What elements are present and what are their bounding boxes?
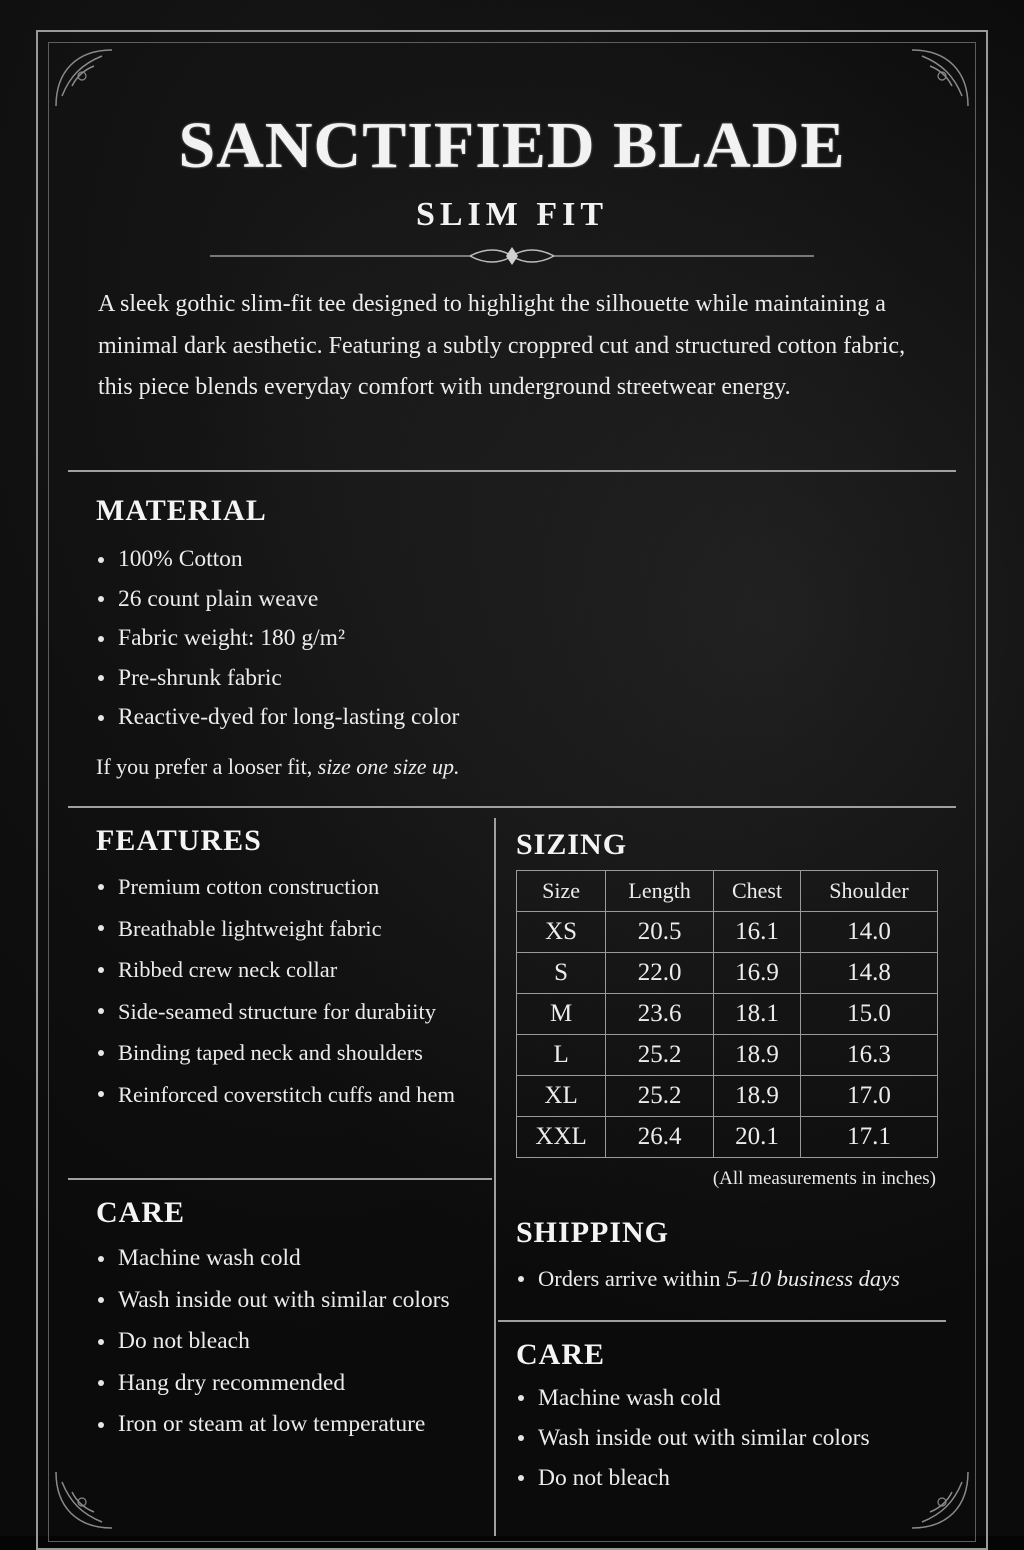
list-item: Machine wash cold bbox=[516, 1378, 870, 1418]
list-item: Do not bleach bbox=[96, 1321, 450, 1363]
table-cell: 18.9 bbox=[713, 1035, 800, 1076]
table-cell: 25.2 bbox=[606, 1076, 714, 1117]
column-header: Shoulder bbox=[801, 871, 938, 912]
table-cell: 17.1 bbox=[801, 1117, 938, 1158]
list-item: Side-seamed structure for durabiity bbox=[96, 991, 455, 1033]
table-cell: 18.9 bbox=[713, 1076, 800, 1117]
table-cell: XS bbox=[517, 912, 606, 953]
table-cell: 20.1 bbox=[713, 1117, 800, 1158]
column-header: Chest bbox=[713, 871, 800, 912]
list-item: Wash inside out with similar colors bbox=[516, 1418, 870, 1458]
list-item: Ribbed crew neck collar bbox=[96, 949, 455, 991]
table-row bbox=[517, 912, 938, 953]
list-item: Iron or steam at low temperature bbox=[96, 1404, 450, 1446]
table-cell: 15.0 bbox=[801, 994, 938, 1035]
table-cell: XXL bbox=[517, 1117, 606, 1158]
care-heading-secondary: CARE bbox=[516, 1338, 606, 1371]
table-cell: 25.2 bbox=[606, 1035, 714, 1076]
corner-flourish-icon bbox=[52, 1462, 122, 1532]
care-list-secondary bbox=[516, 1378, 870, 1498]
corner-flourish-icon bbox=[902, 46, 972, 116]
list-item: Reinforced coverstitch cuffs and hem bbox=[96, 1074, 455, 1116]
fit-note bbox=[96, 754, 460, 780]
column-divider bbox=[494, 818, 496, 1536]
list-item bbox=[516, 1260, 900, 1298]
material-list bbox=[96, 540, 459, 738]
features-list bbox=[96, 866, 455, 1115]
list-item: Do not bleach bbox=[516, 1458, 870, 1498]
section-divider bbox=[68, 806, 956, 808]
list-item: Machine wash cold bbox=[96, 1238, 450, 1280]
list-item: Hang dry recommended bbox=[96, 1363, 450, 1405]
table-cell: 14.0 bbox=[801, 912, 938, 953]
fit-note-emphasis: size one size up. bbox=[317, 754, 460, 779]
shipping-list bbox=[516, 1260, 900, 1298]
care-list bbox=[96, 1238, 450, 1446]
sizing-heading: SIZING bbox=[516, 828, 628, 861]
table-row bbox=[517, 994, 938, 1035]
shipping-emphasis: 5–10 business days bbox=[726, 1266, 900, 1291]
table-row bbox=[517, 1035, 938, 1076]
table-row bbox=[517, 1117, 938, 1158]
table-cell: 20.5 bbox=[606, 912, 714, 953]
corner-flourish-icon bbox=[52, 46, 122, 116]
care-heading: CARE bbox=[96, 1196, 186, 1229]
fit-note-text: If you prefer a looser fit, bbox=[96, 754, 313, 779]
list-item: Premium cotton construction bbox=[96, 866, 455, 908]
material-heading: MATERIAL bbox=[96, 494, 267, 527]
table-cell: L bbox=[517, 1035, 606, 1076]
sizing-caption: (All measurements in inches) bbox=[712, 1168, 936, 1189]
table-cell: 17.0 bbox=[801, 1076, 938, 1117]
product-description: A sleek gothic slim-fit tee designed to highlight the silhouette while maintaining a minimal dark aesthetic. Featuring a subtly croppred cut and structured cotton fabric, this piece blends everyday comfort with underground streetwear energy. bbox=[98, 291, 906, 400]
ornament-divider-icon bbox=[200, 244, 824, 268]
section-divider bbox=[68, 1178, 492, 1180]
section-divider bbox=[68, 470, 956, 472]
list-item: 100% Cotton bbox=[96, 540, 459, 580]
table-cell: 16.3 bbox=[801, 1035, 938, 1076]
table-cell: 16.9 bbox=[713, 953, 800, 994]
table-cell: XL bbox=[517, 1076, 606, 1117]
table-row bbox=[517, 1076, 938, 1117]
shipping-heading: SHIPPING bbox=[516, 1216, 670, 1249]
table-row bbox=[517, 953, 938, 994]
table-cell: 14.8 bbox=[801, 953, 938, 994]
list-item: Reactive-dyed for long-lasting color bbox=[96, 698, 459, 738]
table-header-row bbox=[517, 871, 938, 912]
list-item: Breathable lightweight fabric bbox=[96, 908, 455, 950]
table-cell: 22.0 bbox=[606, 953, 714, 994]
features-heading: FEATURES bbox=[96, 824, 262, 857]
table-cell: 26.4 bbox=[606, 1117, 714, 1158]
sizing-table bbox=[516, 870, 938, 1158]
list-item: Pre-shrunk fabric bbox=[96, 659, 459, 699]
product-title: SANCTIFIED BLADE bbox=[178, 109, 846, 182]
shipping-text: Orders arrive within bbox=[538, 1266, 721, 1291]
section-divider bbox=[498, 1320, 946, 1322]
table-cell: M bbox=[517, 994, 606, 1035]
table-cell: 16.1 bbox=[713, 912, 800, 953]
corner-flourish-icon bbox=[902, 1462, 972, 1532]
list-item: Fabric weight: 180 g/m² bbox=[96, 619, 459, 659]
table-cell: 23.6 bbox=[606, 994, 714, 1035]
product-subtitle: SLIM FIT bbox=[415, 196, 609, 233]
column-header: Length bbox=[606, 871, 714, 912]
list-item: 26 count plain weave bbox=[96, 580, 459, 620]
table-cell: S bbox=[517, 953, 606, 994]
table-cell: 18.1 bbox=[713, 994, 800, 1035]
list-item: Binding taped neck and shoulders bbox=[96, 1032, 455, 1074]
list-item: Wash inside out with similar colors bbox=[96, 1280, 450, 1322]
column-header: Size bbox=[517, 871, 606, 912]
